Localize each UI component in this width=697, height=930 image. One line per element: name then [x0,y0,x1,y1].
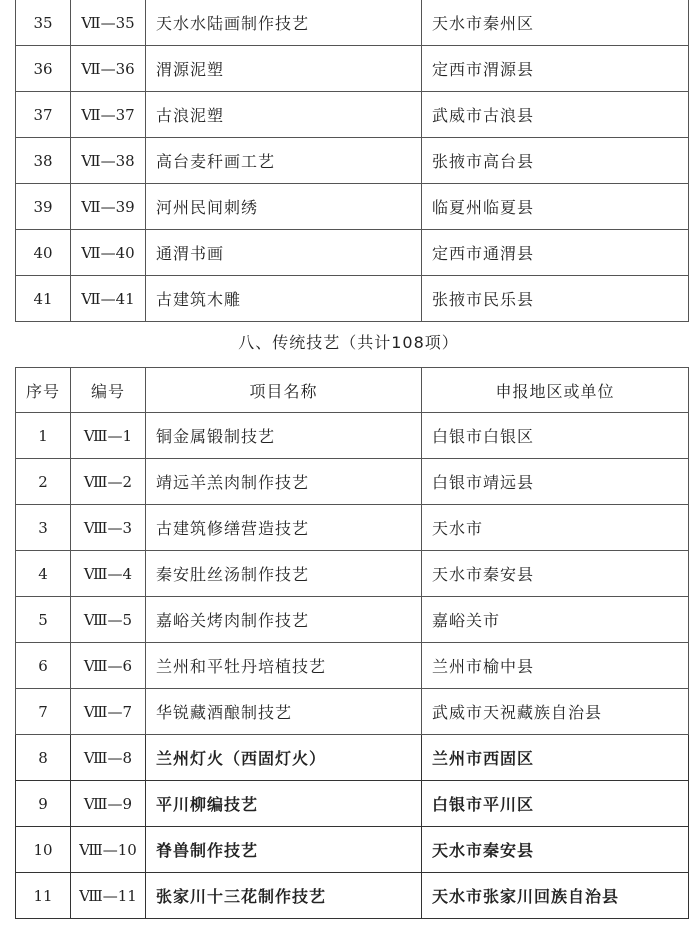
row-item-name: 天水水陆画制作技艺 [146,0,422,46]
row-region: 天水市秦安县 [422,551,689,597]
row-item-name: 秦安肚丝汤制作技艺 [146,551,422,597]
row-code: Ⅶ—38 [71,138,146,184]
row-number: 35 [16,0,71,46]
table-row [16,413,689,459]
row-code: Ⅷ—10 [71,827,146,873]
table-row [16,873,689,919]
row-code: Ⅷ—8 [71,735,146,781]
row-region: 武威市天祝藏族自治县 [422,689,689,735]
table-row [16,551,689,597]
row-region: 定西市渭源县 [422,46,689,92]
row-code: Ⅶ—37 [71,92,146,138]
row-number: 4 [16,551,71,597]
row-item-name: 渭源泥塑 [146,46,422,92]
row-code: Ⅷ—11 [71,873,146,919]
table-header-row [16,368,689,413]
table-row [16,735,689,781]
row-item-name: 古建筑木雕 [146,276,422,322]
row-region: 天水市张家川回族自治县 [422,873,689,919]
row-region: 定西市通渭县 [422,230,689,276]
row-region: 武威市古浪县 [422,92,689,138]
table-row [16,459,689,505]
row-item-name: 兰州和平牡丹培植技艺 [146,643,422,689]
row-code: Ⅷ—7 [71,689,146,735]
row-number: 8 [16,735,71,781]
table-row [16,46,689,92]
table-row [16,597,689,643]
row-number: 39 [16,184,71,230]
row-number: 36 [16,46,71,92]
row-number: 41 [16,276,71,322]
row-number: 9 [16,781,71,827]
row-item-name: 脊兽制作技艺 [146,827,422,873]
row-region: 天水市 [422,505,689,551]
row-region: 白银市平川区 [422,781,689,827]
row-item-name: 河州民间刺绣 [146,184,422,230]
header-region: 申报地区或单位 [422,368,689,413]
header-code: 编号 [71,368,146,413]
row-region: 张掖市民乐县 [422,276,689,322]
previous-section-table [15,0,689,322]
row-code: Ⅷ—4 [71,551,146,597]
row-region: 兰州市西固区 [422,735,689,781]
row-number: 6 [16,643,71,689]
traditional-skills-table [15,367,689,919]
row-region: 天水市秦州区 [422,0,689,46]
section-title: 八、传统技艺（共计108项） [238,333,459,352]
row-code: Ⅶ—35 [71,0,146,46]
row-code: Ⅶ—36 [71,46,146,92]
table-row [16,138,689,184]
row-region: 白银市靖远县 [422,459,689,505]
table-row [16,92,689,138]
table-row [16,184,689,230]
row-number: 38 [16,138,71,184]
row-region: 临夏州临夏县 [422,184,689,230]
row-item-name: 兰州灯火（西固灯火） [146,735,422,781]
row-item-name: 铜金属锻制技艺 [146,413,422,459]
table-row [16,827,689,873]
row-code: Ⅶ—40 [71,230,146,276]
table-row [16,643,689,689]
row-code: Ⅶ—41 [71,276,146,322]
row-region: 张掖市高台县 [422,138,689,184]
row-code: Ⅷ—1 [71,413,146,459]
row-item-name: 张家川十三花制作技艺 [146,873,422,919]
row-region: 兰州市榆中县 [422,643,689,689]
row-number: 11 [16,873,71,919]
row-number: 5 [16,597,71,643]
row-code: Ⅷ—2 [71,459,146,505]
table-row [16,781,689,827]
table-row [16,689,689,735]
row-item-name: 华锐藏酒酿制技艺 [146,689,422,735]
header-name: 项目名称 [146,368,422,413]
row-item-name: 古浪泥塑 [146,92,422,138]
row-item-name: 嘉峪关烤肉制作技艺 [146,597,422,643]
row-number: 10 [16,827,71,873]
row-code: Ⅷ—9 [71,781,146,827]
row-number: 40 [16,230,71,276]
row-item-name: 通渭书画 [146,230,422,276]
table-row [16,276,689,322]
row-number: 1 [16,413,71,459]
row-code: Ⅷ—6 [71,643,146,689]
row-region: 白银市白银区 [422,413,689,459]
row-item-name: 古建筑修缮营造技艺 [146,505,422,551]
row-code: Ⅷ—3 [71,505,146,551]
row-code: Ⅶ—39 [71,184,146,230]
row-number: 37 [16,92,71,138]
row-item-name: 平川柳编技艺 [146,781,422,827]
row-item-name: 高台麦秆画工艺 [146,138,422,184]
row-number: 2 [16,459,71,505]
row-number: 7 [16,689,71,735]
row-code: Ⅷ—5 [71,597,146,643]
table-row [16,0,689,46]
row-region: 天水市秦安县 [422,827,689,873]
table-row [16,230,689,276]
row-item-name: 靖远羊羔肉制作技艺 [146,459,422,505]
row-region: 嘉峪关市 [422,597,689,643]
table-row [16,505,689,551]
row-number: 3 [16,505,71,551]
header-no: 序号 [16,368,71,413]
